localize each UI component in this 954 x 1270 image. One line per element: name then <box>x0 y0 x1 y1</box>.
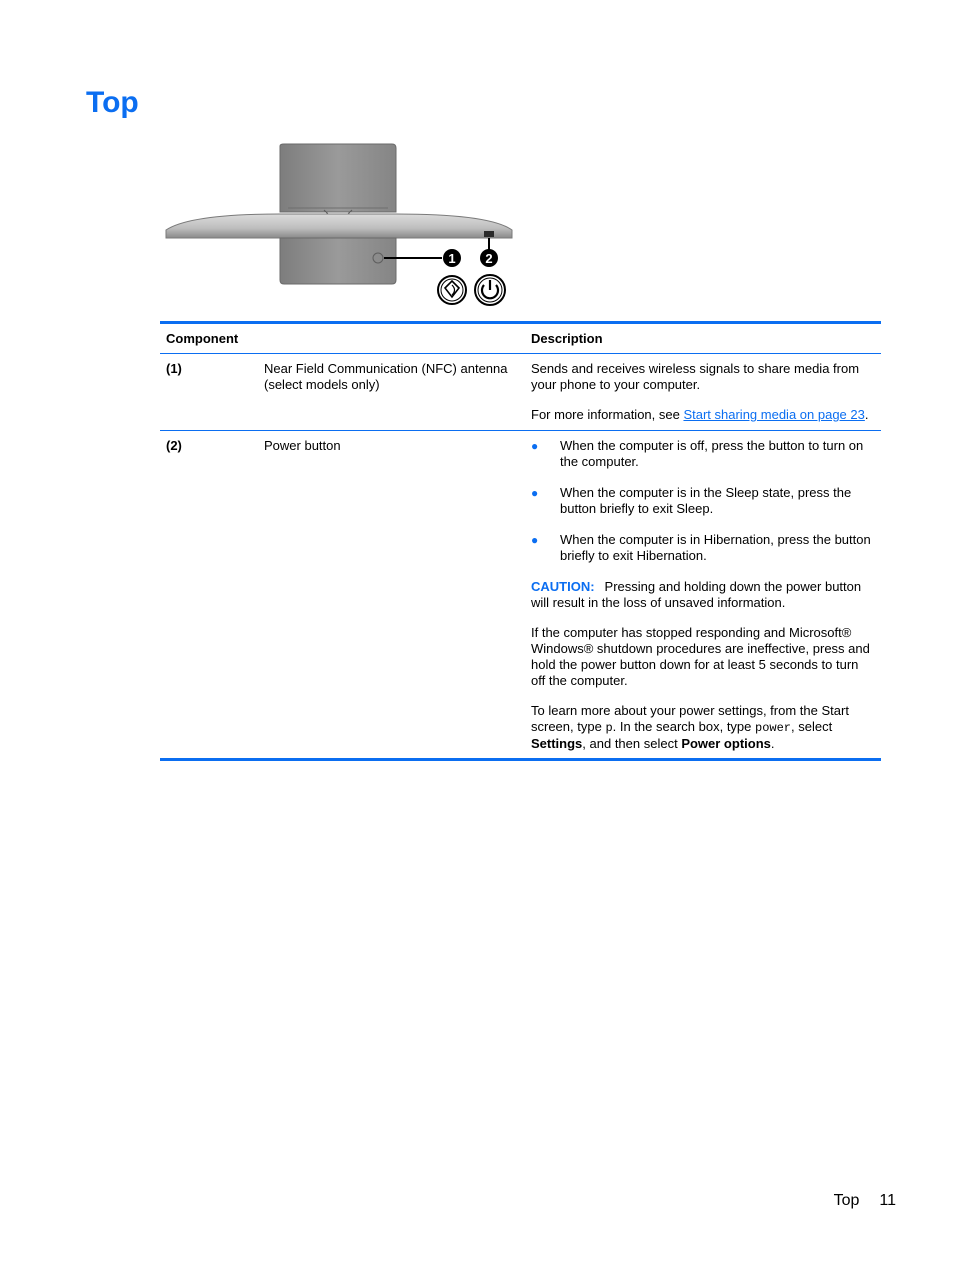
page-title: Top <box>86 86 139 119</box>
sharing-media-link[interactable]: Start sharing media on page 23 <box>683 407 865 422</box>
callout-2 <box>480 249 498 267</box>
power-icon <box>475 275 505 305</box>
code-p: p <box>605 721 613 735</box>
caution-note: CAUTION: Pressing and holding down the power button will result in the loss of unsaved information. <box>531 579 862 610</box>
callout-1 <box>443 249 461 267</box>
stand-lower <box>280 238 396 284</box>
bullet-icon: ● <box>531 439 539 453</box>
list-item: ● When the computer is off, press the button to turn on the computer. <box>531 438 864 469</box>
bullet-icon: ● <box>531 486 539 500</box>
power-states-list <box>531 438 876 564</box>
computer-base <box>166 214 512 238</box>
component-name: Power button <box>264 438 341 453</box>
header-description: Description <box>531 331 603 346</box>
list-item: ● When the computer is in Hibernation, press the button briefly to exit Hibernation. <box>531 532 871 563</box>
component-name: Near Field Communication (NFC) antenna (select models only) <box>264 361 508 392</box>
bullet-icon: ● <box>531 533 539 547</box>
page-footer <box>834 1192 896 1210</box>
footer-section: Top <box>833 1192 860 1209</box>
description-text: Sends and receives wireless signals to share media from your phone to your computer. <box>531 361 860 392</box>
table-header <box>160 324 881 354</box>
power-settings-note: To learn more about your power settings, from the Start screen, type p. In the search box, type power, select Settings, and then select Power options. <box>531 703 849 751</box>
table-bottom-rule <box>160 758 881 761</box>
code-power: power <box>755 721 792 735</box>
row-number: (1) <box>166 361 182 376</box>
component-description <box>531 361 876 423</box>
nfc-icon <box>438 276 466 304</box>
svg-text:1: 1 <box>448 251 456 266</box>
component-description <box>531 438 876 752</box>
computer-top-view-figure <box>160 140 520 310</box>
table-row <box>160 431 881 758</box>
stand-upper <box>280 144 396 212</box>
settings-label: Settings <box>531 736 583 751</box>
list-item: ● When the computer is in the Sleep state, press the button briefly to exit Sleep. <box>531 485 852 516</box>
computer-top-illustration <box>160 140 520 310</box>
header-component: Component <box>166 331 239 346</box>
power-button-marker <box>484 231 494 237</box>
table-row <box>160 354 881 431</box>
unresponsive-note: If the computer has stopped responding and Microsoft® Windows® shutdown procedures are ineffective, press and hold the power button down for at least 5 seconds to turn off the computer. <box>531 625 870 688</box>
power-options-label: Power options <box>681 736 771 751</box>
caution-label: CAUTION: <box>531 579 595 594</box>
page-number: 11 <box>879 1192 896 1209</box>
row-number: (2) <box>166 438 182 453</box>
svg-text:2: 2 <box>485 251 493 266</box>
more-info-text: For more information, see Start sharing media on page 23. <box>531 407 869 422</box>
